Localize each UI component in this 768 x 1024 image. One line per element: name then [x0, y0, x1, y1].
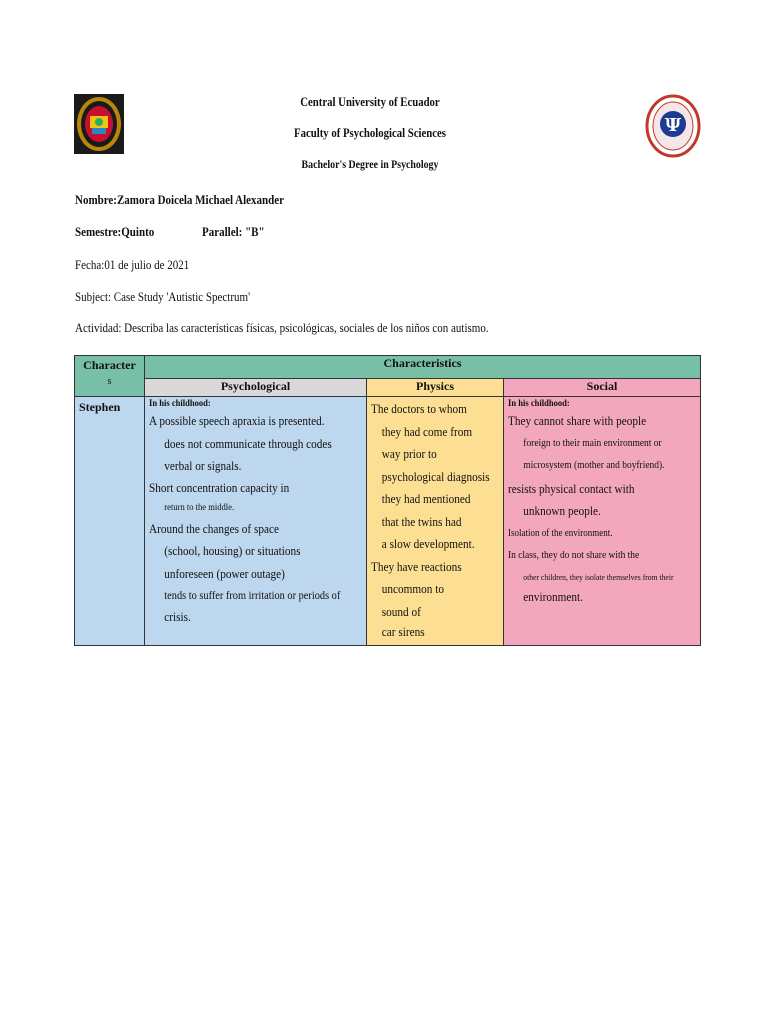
psy-line: crisis.: [164, 609, 191, 624]
psy-line: Around the changes of space: [149, 521, 279, 536]
soc-line: They cannot share with people: [508, 414, 647, 428]
psy-line: does not communicate through codes: [164, 436, 332, 451]
psy-line: (school, housing) or situations: [164, 544, 301, 558]
phy-line: a slow development.: [381, 537, 475, 551]
soc-line: environment.: [523, 589, 583, 604]
psychological-cell: [145, 397, 367, 646]
degree-title: Bachelor's Degree in Psychology: [301, 159, 439, 171]
psy-line: Short concentration capacity in: [149, 480, 290, 495]
date: Fecha:01 de julio de 2021: [75, 258, 190, 272]
characters-header-line2: s: [107, 376, 112, 387]
characters-header-line1: Character: [83, 358, 136, 372]
soc-heading: In his childhood:: [508, 399, 570, 409]
university-seal-logo: [74, 94, 124, 154]
soc-line: microsystem (mother and boyfriend).: [523, 460, 665, 471]
phy-line: The doctors to whom: [371, 402, 467, 416]
phy-line: They have reactions: [371, 559, 462, 574]
semester: Semestre:Quinto: [75, 225, 155, 239]
phy-line: uncommon to: [381, 582, 444, 596]
physics-header: Physics: [367, 379, 504, 397]
characteristics-header: Characteristics: [145, 356, 701, 379]
phy-line: they had mentioned: [381, 492, 471, 506]
soc-line: unknown people.: [523, 504, 601, 518]
characters-header: [75, 356, 145, 397]
phy-line: they had come from: [381, 424, 473, 439]
soc-line: other children, they isolate themselves from their: [523, 571, 674, 582]
phy-line: that the twins had: [381, 514, 462, 529]
svg-text:Ψ: Ψ: [664, 115, 682, 136]
phy-line: way prior to: [381, 447, 437, 461]
social-cell: [504, 397, 701, 646]
characteristics-table: [74, 355, 701, 646]
psy-line: tends to suffer from irritation or periods of: [164, 590, 341, 602]
soc-line: resists physical contact with: [508, 481, 635, 496]
row-name-stephen: Stephen: [75, 397, 145, 646]
psy-line: return to the middle.: [164, 502, 235, 513]
subject: Subject: Case Study 'Autistic Spectrum': [75, 290, 251, 304]
activity: Actividad: Describa las características físicas, psicológicas, sociales de los niños con autismo.: [75, 321, 489, 335]
soc-line: foreign to their main environment or: [523, 437, 662, 449]
faculty-title: Faculty of Psychological Sciences: [294, 126, 446, 140]
psy-line: verbal or signals.: [164, 459, 242, 473]
psychology-faculty-seal-logo: [645, 94, 701, 158]
student-name: Nombre:Zamora Doicela Michael Alexander: [75, 193, 285, 207]
psychological-header: Psychological: [145, 379, 367, 397]
phy-line: psychological diagnosis: [381, 469, 490, 484]
psy-line: unforeseen (power outage): [164, 566, 285, 581]
soc-line: Isolation of the environment.: [508, 527, 613, 539]
parallel: Parallel: "B": [202, 225, 265, 239]
phy-line: car sirens: [381, 625, 425, 639]
social-header: Social: [504, 379, 701, 397]
psy-line: A possible speech apraxia is presented.: [149, 414, 325, 428]
university-title: Central University of Ecuador: [300, 95, 440, 109]
psy-heading: In his childhood:: [149, 399, 211, 409]
soc-line: In class, they do not share with the: [508, 550, 640, 561]
phy-line: sound of: [381, 604, 421, 619]
physics-cell: [367, 397, 504, 646]
